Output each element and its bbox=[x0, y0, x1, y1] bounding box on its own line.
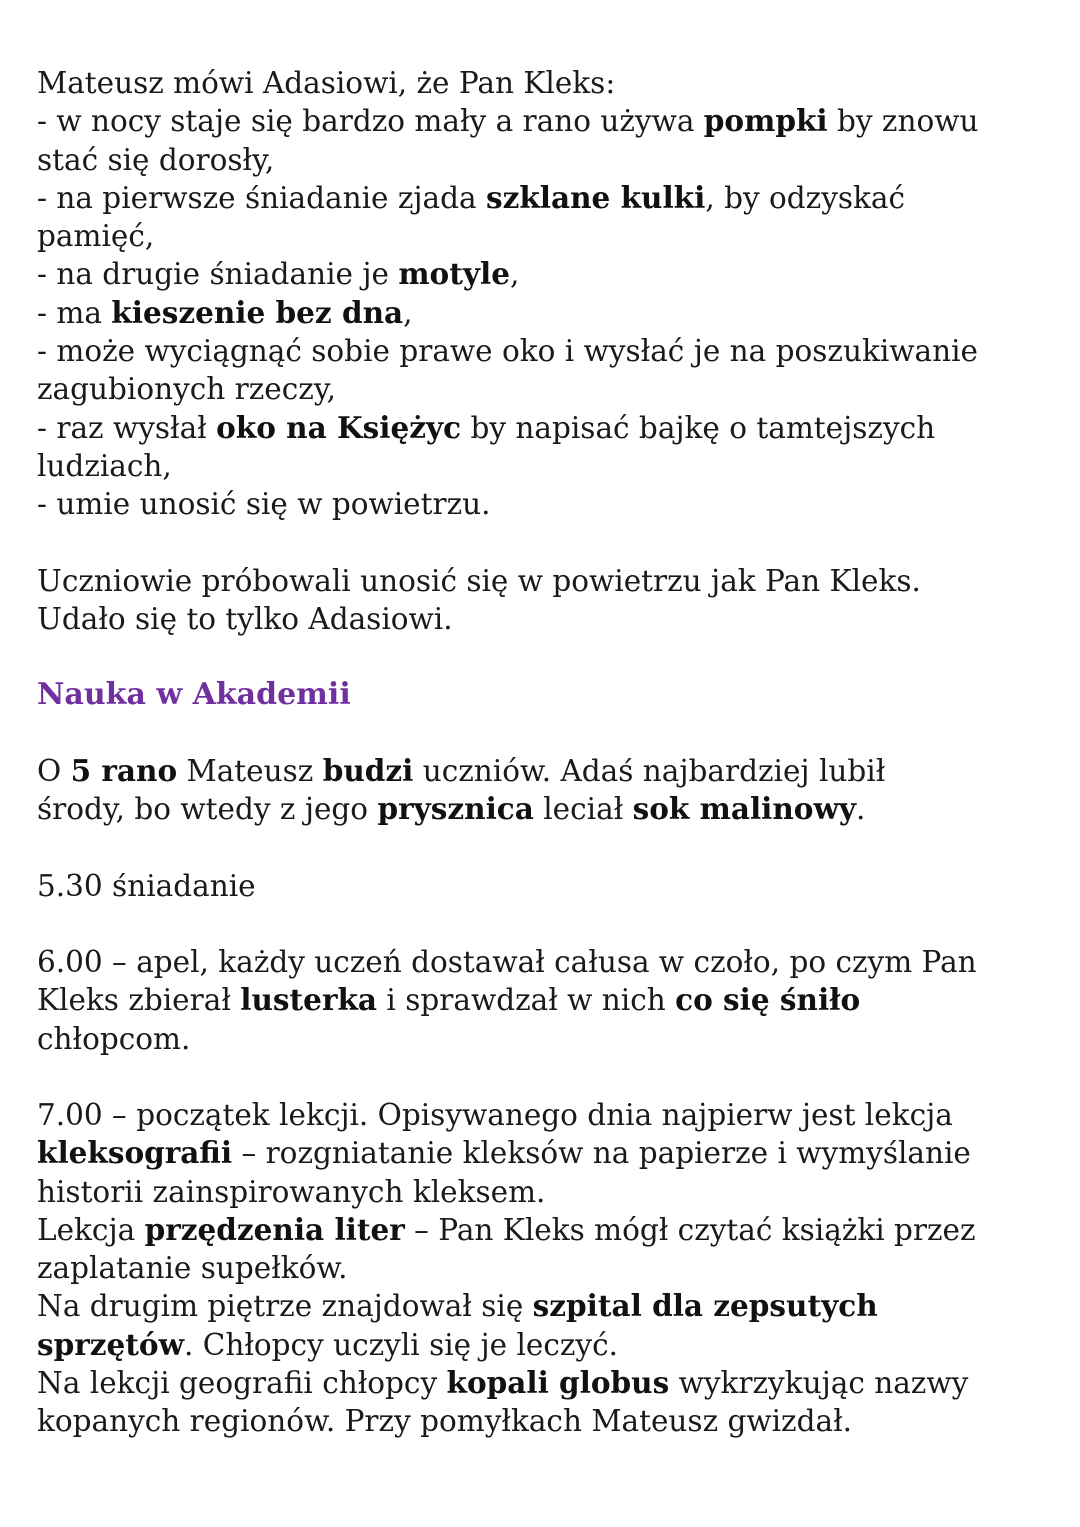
bold-term: pompki bbox=[703, 103, 828, 139]
wake-line-2: środy, bo wtedy z jego prysznica leciał sok malinowy. bbox=[37, 791, 866, 827]
section-heading: Nauka w Akademii bbox=[37, 677, 351, 713]
breakfast-line: 5.30 śniadanie bbox=[37, 868, 256, 903]
bold-term: przędzenia liter bbox=[144, 1211, 405, 1247]
trait-moon-line-2: ludziach, bbox=[37, 448, 172, 483]
lessons-line-2: kleksografii – rozgniatanie kleksów na papierze i wymyślanie bbox=[37, 1135, 971, 1171]
document-page bbox=[37, 64, 1057, 1441]
bold-term: prysznica bbox=[377, 791, 534, 827]
lessons-paragraph bbox=[37, 1096, 1057, 1441]
trait-pump-line: - w nocy staje się bardzo mały a rano używa pompki by znowu bbox=[37, 103, 979, 139]
lessons-line-6: Na drugim piętrze znajdował się szpital dla zepsutych bbox=[37, 1288, 878, 1324]
bold-term: lusterka bbox=[240, 982, 378, 1018]
bold-term: oko na Księżyc bbox=[216, 409, 462, 445]
trait-levitate-line: - umie unosić się w powietrzu. bbox=[37, 487, 491, 522]
lessons-line-3: historii zainspirowanych kleksem. bbox=[37, 1174, 546, 1209]
bold-term: motyle bbox=[398, 256, 510, 292]
lessons-line-8: Na lekcji geografii chłopcy kopali globus wykrzykując nazwy bbox=[37, 1365, 969, 1401]
bold-term: co się śniło bbox=[675, 982, 861, 1018]
kleks-traits-paragraph bbox=[37, 64, 1057, 524]
levitation-paragraph bbox=[37, 562, 1057, 639]
trait-pockets-line: - ma kieszenie bez dna, bbox=[37, 294, 413, 330]
bold-term: budzi bbox=[322, 753, 414, 789]
apel-paragraph bbox=[37, 943, 1057, 1058]
apel-line-2: Kleks zbierał lusterka i sprawdzał w nich co się śniło bbox=[37, 982, 861, 1018]
intro-line: Mateusz mówi Adasiowi, że Pan Kleks: bbox=[37, 66, 616, 100]
lessons-line-5: zaplatanie supełków. bbox=[37, 1251, 348, 1286]
spacer bbox=[37, 829, 1057, 867]
lessons-line-4: Lekcja przędzenia liter – Pan Kleks mógł czytać książki przez bbox=[37, 1211, 976, 1247]
spacer bbox=[37, 714, 1057, 752]
lessons-line-9: kopanych regionów. Przy pomyłkach Mateusz gwizdał. bbox=[37, 1404, 853, 1439]
spacer bbox=[37, 524, 1057, 562]
trait-marbles-line-2: pamięć, bbox=[37, 219, 155, 254]
bold-term: sok malinowy bbox=[632, 791, 857, 827]
bold-term: kieszenie bez dna bbox=[111, 294, 404, 330]
bold-term: szpital dla zepsutych bbox=[532, 1288, 878, 1324]
trait-pump-line-2: stać się dorosły, bbox=[37, 142, 275, 177]
lessons-line-1: 7.00 – początek lekcji. Opisywanego dnia najpierw jest lekcja bbox=[37, 1097, 953, 1132]
bold-term: sprzętów bbox=[37, 1326, 184, 1362]
levitation-line-1: Uczniowie próbowali unosić się w powietrzu jak Pan Kleks. bbox=[37, 563, 921, 598]
bold-term: szklane kulki bbox=[485, 179, 706, 215]
spacer bbox=[37, 905, 1057, 943]
bold-term: kopali globus bbox=[446, 1365, 670, 1401]
trait-eye-line: - może wyciągnąć sobie prawe oko i wysłać je na poszukiwanie bbox=[37, 334, 979, 369]
wake-line-1: O 5 rano Mateusz budzi uczniów. Adaś najbardziej lubił bbox=[37, 753, 886, 789]
spacer bbox=[37, 638, 1057, 676]
levitation-line-2: Udało się to tylko Adasiowi. bbox=[37, 601, 453, 636]
lessons-line-7: sprzętów. Chłopcy uczyli się je leczyć. bbox=[37, 1326, 618, 1362]
bold-term: kleksografii bbox=[37, 1135, 233, 1171]
trait-butterflies-line: - na drugie śniadanie je motyle, bbox=[37, 256, 520, 292]
apel-line-1: 6.00 – apel, każdy uczeń dostawał całusa w czoło, po czym Pan bbox=[37, 945, 977, 980]
trait-eye-line-2: zagubionych rzeczy, bbox=[37, 372, 336, 407]
bold-term: 5 rano bbox=[70, 753, 178, 789]
apel-line-3: chłopcom. bbox=[37, 1021, 191, 1056]
trait-moon-line: - raz wysłał oko na Księżyc by napisać bajkę o tamtejszych bbox=[37, 409, 936, 445]
spacer bbox=[37, 1058, 1057, 1096]
trait-marbles-line: - na pierwsze śniadanie zjada szklane kulki, by odzyskać bbox=[37, 179, 906, 215]
wake-paragraph bbox=[37, 752, 1057, 829]
breakfast-paragraph bbox=[37, 867, 1057, 905]
